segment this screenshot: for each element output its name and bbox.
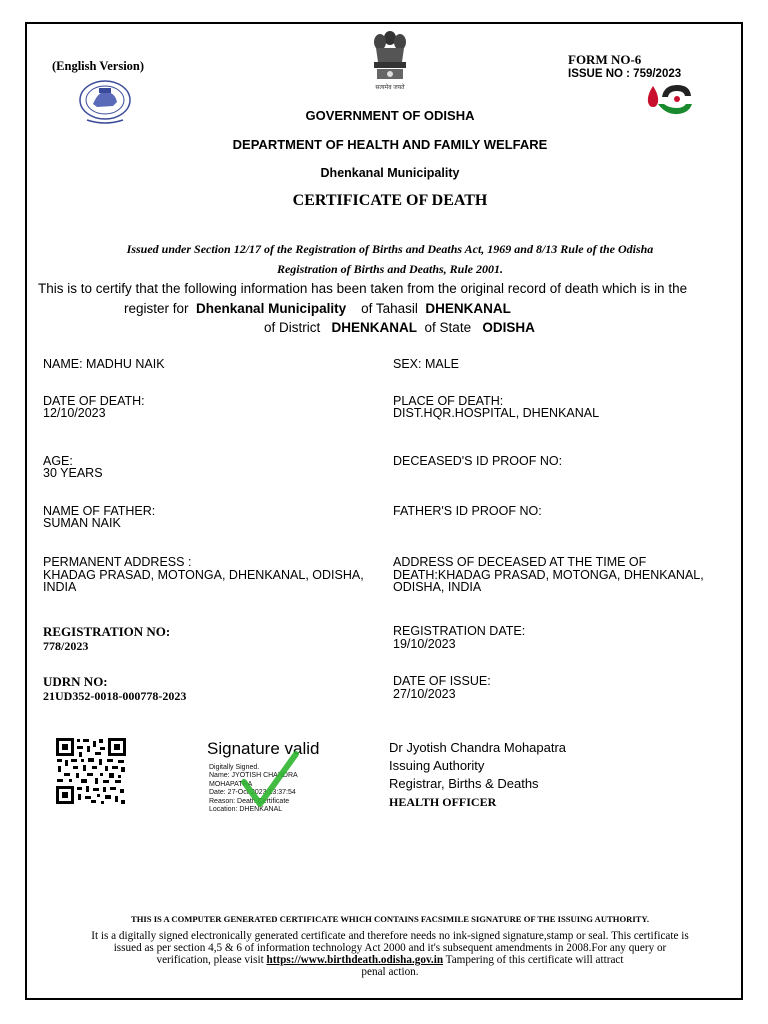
death-address-line-3: ODISHA, INDIA (393, 580, 482, 594)
emblem-motto: सत्यमेव जयते (375, 85, 405, 91)
signature-line-4: Date: 27-Oct-2023 13:37:54 (209, 789, 296, 797)
permanent-address-label: PERMANENT ADDRESS : (43, 555, 192, 569)
footer-line-3 (0, 954, 768, 966)
place-of-death-label: PLACE OF DEATH: (393, 394, 504, 408)
municipality-heading: Dhenkanal Municipality (320, 166, 460, 180)
authority-name: Dr Jyotish Chandra Mohapatra (389, 740, 567, 755)
certificate-title: CERTIFICATE OF DEATH (292, 192, 488, 209)
udrn-label: UDRN NO: (43, 674, 108, 689)
state-label: of State (424, 320, 472, 335)
department-heading: DEPARTMENT OF HEALTH AND FAMILY WELFARE (232, 137, 548, 152)
registration-date-label: REGISTRATION DATE: (393, 624, 526, 638)
certify-line: This is to certify that the following information has been taken from the original record of death which is in the (38, 281, 688, 296)
authority-registrar: Registrar, Births & Deaths (389, 776, 539, 791)
authority-officer: HEALTH OFFICER (389, 795, 497, 809)
registration-no-value: 778/2023 (43, 639, 89, 653)
act-line-1: Issued under Section 12/17 of the Registration of Births and Deaths Act, 1969 and 8/13 Rule of the Odisha (126, 242, 654, 256)
version-label: (English Version) (52, 59, 145, 73)
age-label: AGE: (43, 454, 73, 468)
register-line (124, 301, 511, 316)
district-value: DHENKANAL (331, 320, 418, 335)
footer-line-3a: verification, please visit (156, 954, 264, 966)
name-field: NAME: MADHU NAIK (43, 357, 165, 371)
qr-code-icon[interactable] (55, 737, 127, 805)
website-link[interactable]: https://www.birthdeath.odisha.gov.in (266, 954, 444, 966)
footer-line-4: penal action. (361, 966, 419, 978)
age-value: 30 YEARS (43, 466, 103, 480)
signature-line-2: Name: JYOTISH CHANDRA (209, 772, 298, 780)
death-address-line-1: ADDRESS OF DECEASED AT THE TIME OF (393, 555, 647, 569)
registration-date-value: 19/10/2023 (393, 637, 456, 651)
date-of-death-label: DATE OF DEATH: (43, 394, 145, 408)
father-name-value: SUMAN NAIK (43, 516, 121, 530)
deceased-id-proof: DECEASED'S ID PROOF NO: (393, 454, 563, 468)
footer-line-1: It is a digitally signed electronically generated certificate and therefore needs no ink-signed signature,stamp or seal. This certificate is (91, 930, 689, 942)
udrn-value: 21UD352-0018-000778-2023 (43, 689, 187, 703)
register-value: Dhenkanal Municipality (196, 301, 347, 316)
act-line-2: Registration of Births and Deaths, Rule 2001. (276, 262, 504, 276)
place-of-death-value: DIST.HQR.HOSPITAL, DHENKANAL (393, 406, 600, 420)
government-heading: GOVERNMENT OF ODISHA (305, 108, 475, 123)
death-address-line-2: DEATH:KHADAG PRASAD, MOTONGA, DHENKANAL, (393, 568, 704, 582)
signature-line-3: MOHAPATRA (209, 780, 253, 788)
form-number: FORM NO-6 (568, 52, 642, 67)
father-name-label: NAME OF FATHER: (43, 504, 156, 518)
date-of-issue-label: DATE OF ISSUE: (393, 674, 491, 688)
permanent-address-line-1: KHADAG PRASAD, MOTONGA, DHENKANAL, ODISHA, (43, 568, 364, 582)
authority-role: Issuing Authority (389, 758, 485, 773)
register-for-label: register for (124, 301, 189, 316)
footer-notice: THIS IS A COMPUTER GENERATED CERTIFICATE WHICH CONTAINS FACSIMILE SIGNATURE OF THE ISSUING AUTHORITY. (131, 914, 649, 924)
district-line (264, 320, 535, 335)
issue-number: ISSUE NO : 759/2023 (568, 68, 682, 80)
footer-line-3b: Tampering of this certificate will attract (445, 954, 624, 966)
signature-line-1: Digitally Signed. (209, 764, 260, 771)
state-value: ODISHA (482, 320, 535, 335)
signature-check-icon (240, 748, 300, 810)
date-of-issue-value: 27/10/2023 (393, 687, 456, 701)
signature-line-5: Reason: Death Certificate (209, 797, 290, 805)
father-id-proof: FATHER'S ID PROOF NO: (393, 504, 542, 518)
signature-line-6: Location: DHENKANAL (209, 806, 283, 814)
tahasil-value: DHENKANAL (425, 301, 511, 316)
signature-valid-label: Signature valid (207, 739, 320, 758)
registration-no-label: REGISTRATION NO: (43, 624, 171, 639)
permanent-address-line-2: INDIA (43, 580, 77, 594)
sex-field: SEX: MALE (393, 357, 459, 371)
district-label: of District (264, 320, 321, 335)
date-of-death-value: 12/10/2023 (43, 406, 106, 420)
footer-line-2: issued as per section 4,5 & 6 of information technology Act 2000 and it's subsequent amendments in 2008.For any query or (113, 942, 667, 954)
national-emblem-icon (368, 28, 412, 90)
tahasil-label: of Tahasil (361, 301, 418, 316)
